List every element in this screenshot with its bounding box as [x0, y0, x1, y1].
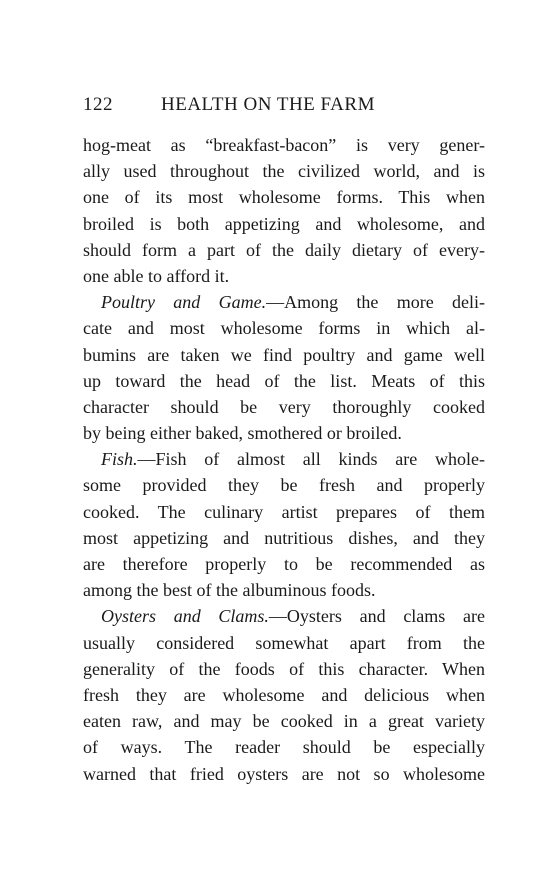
- text-line: hog-meat as “breakfast-bacon” is very gener-: [83, 135, 485, 155]
- text-line: cooked. The culinary artist prepares of them: [83, 501, 485, 522]
- section-heading-fish: Fish.: [101, 449, 138, 470]
- text-line: broiled is both appetizing and wholesome, and: [83, 213, 485, 234]
- text-run: —Oysters and clams are: [268, 606, 485, 627]
- text-line: character should be very thoroughly cooked: [83, 396, 485, 417]
- text-line: are therefore properly to be recommended as: [83, 554, 485, 574]
- paragraph-first-line: [83, 289, 485, 315]
- text-line: should form a part of the daily dietary of every-: [83, 239, 485, 260]
- paragraph-first-line: [83, 446, 485, 472]
- page-number: 122: [83, 94, 113, 115]
- text-line: usually considered somewhat apart from the: [83, 632, 485, 653]
- text-line: of ways. The reader should be especially: [83, 737, 485, 758]
- text-run: —Fish of almost all kinds are whole-: [137, 449, 485, 470]
- text-line: warned that fried oysters are not so wholesome: [83, 763, 485, 784]
- running-head: [83, 94, 485, 120]
- text-line: most appetizing and nutritious dishes, and they: [83, 527, 485, 548]
- text-line: eaten raw, and may be cooked in a great variety: [83, 711, 485, 732]
- text-line: bumins are taken we find poultry and game well: [83, 344, 485, 365]
- section-heading-poultry: Poultry and Game.: [101, 292, 267, 313]
- text-line: generality of the foods of this character. When: [83, 658, 485, 679]
- text-line: cate and most wholesome forms in which al-: [83, 318, 485, 339]
- text-line: up toward the head of the list. Meats of this: [83, 370, 485, 391]
- text-line: among the best of the albuminous foods.: [83, 580, 376, 601]
- body-text: [83, 132, 485, 787]
- text-line: by being either baked, smothered or broiled.: [83, 423, 402, 444]
- paragraph-first-line: [83, 603, 485, 629]
- text-line: one able to afford it.: [83, 265, 230, 286]
- text-line: fresh they are wholesome and delicious when: [83, 684, 485, 705]
- text-line: one of its most wholesome forms. This when: [83, 187, 485, 208]
- book-title: HEALTH ON THE FARM: [161, 94, 375, 115]
- text-line: ally used throughout the civilized world, and is: [83, 161, 485, 182]
- section-heading-oysters: Oysters and Clams.: [101, 606, 269, 627]
- text-line: some provided they be fresh and properly: [83, 475, 485, 496]
- text-run: —Among the more deli-: [266, 292, 485, 313]
